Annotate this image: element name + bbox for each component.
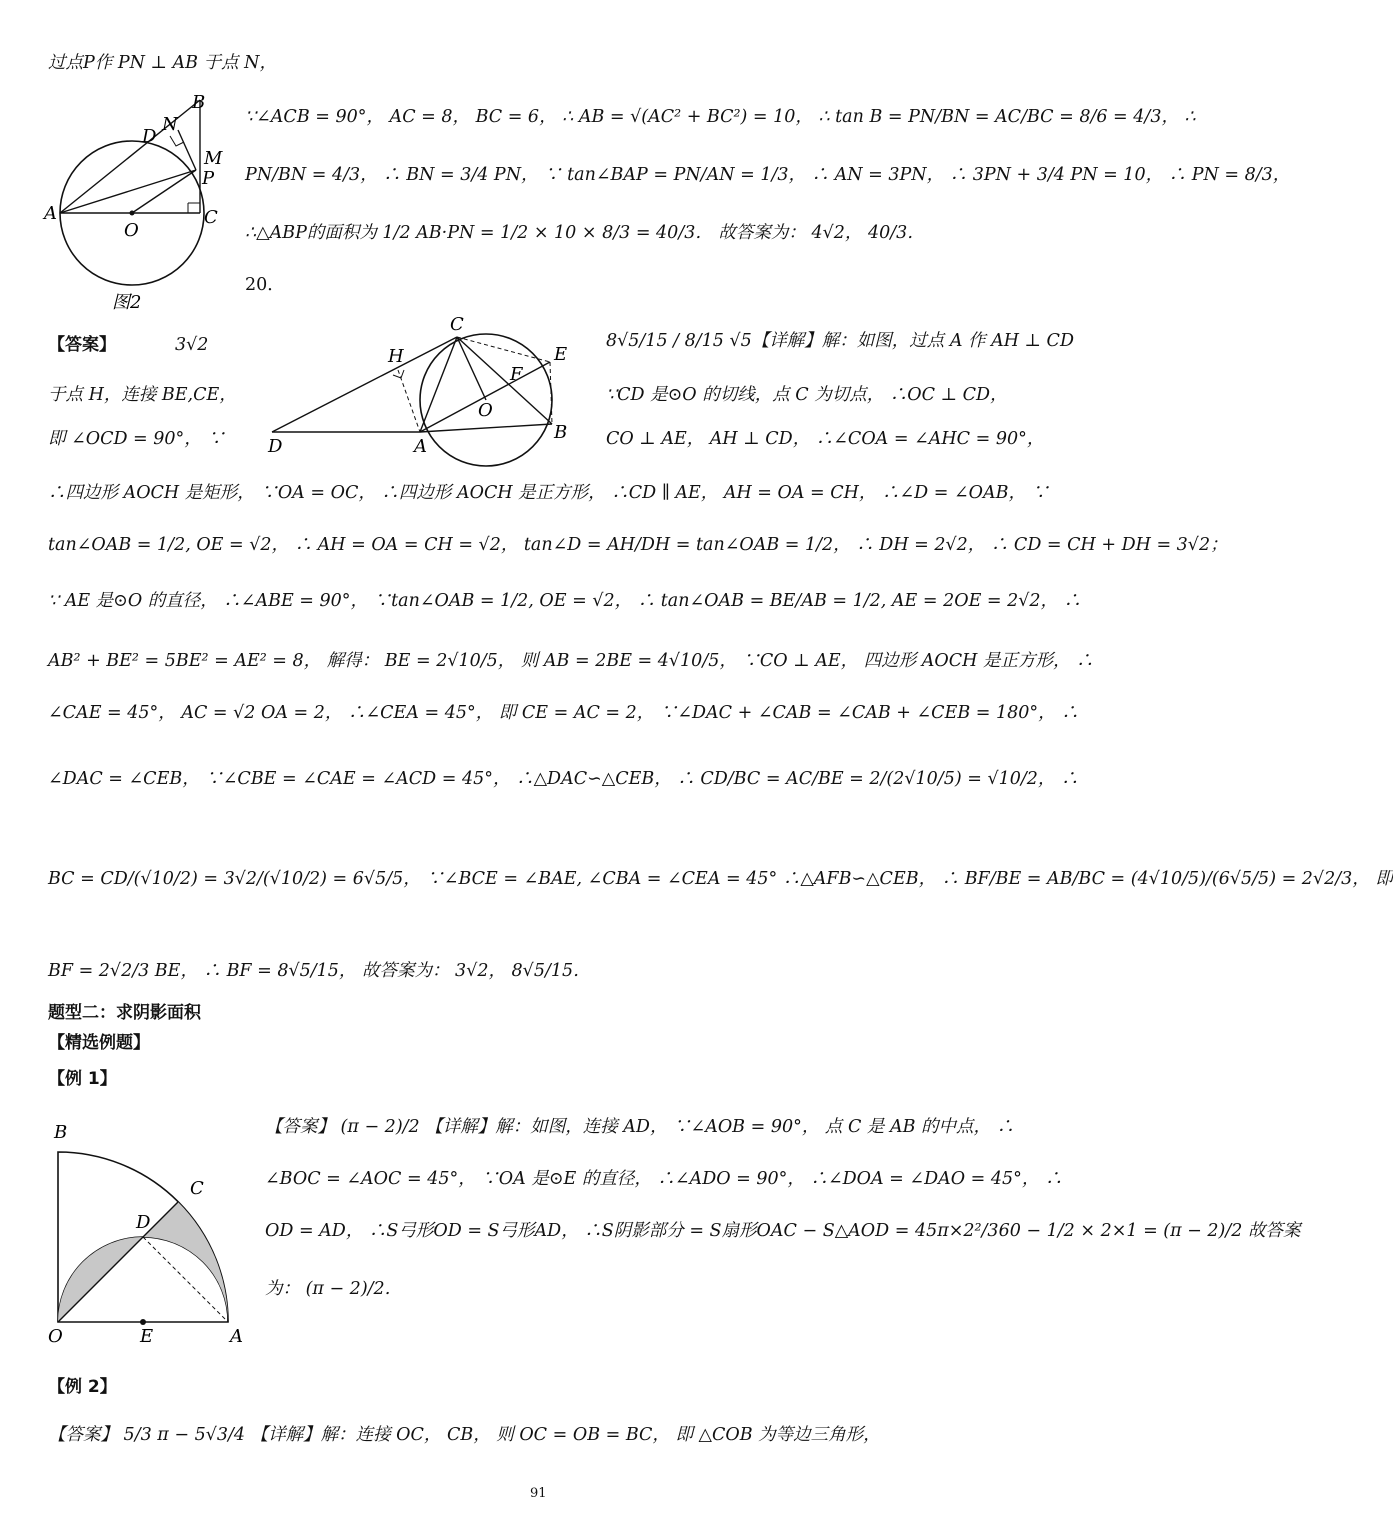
q20-answer-value: 3√2 xyxy=(175,335,209,355)
figure-q20 xyxy=(262,312,592,472)
q20-right-3: CO ⊥ AE， AH ⊥ CD， ∴∠COA = ∠AHC = 90°， xyxy=(606,429,1045,449)
page-number: 91 xyxy=(530,1486,547,1501)
type2-heading: 题型二：求阴影面积 xyxy=(48,1003,201,1023)
ex1-label-b: B xyxy=(54,1122,68,1143)
ex1-label-o: O xyxy=(48,1326,63,1347)
q20-label-e: E xyxy=(554,344,568,365)
ex1-line-4: 为： (π − 2)/2． xyxy=(265,1279,403,1299)
fig2-label-a: A xyxy=(44,203,57,224)
ex1-line-1: 【答案】 (π − 2)/2 【详解】解：如图，连接 AD， ∵∠AOB = 90°， 点 C 是 AB 的中点， ∴ xyxy=(265,1117,1015,1137)
q20-label-a: A xyxy=(414,436,427,457)
sol19-line-1: ∵∠ACB = 90°， AC = 8， BC = 6， ∴ AB = √(AC² + BC²) = 10， ∴ tan B = PN/BN = AC/BC = 8/6 = 4/3， ∴ xyxy=(245,107,1196,127)
figure-2 xyxy=(30,88,240,318)
ex1-label-e: E xyxy=(140,1326,154,1347)
q20-line-2: tan∠OAB = 1/2, OE = √2， ∴ AH = OA = CH = √2， tan∠D = AH/DH = tan∠OAB = 1/2， ∴ DH = 2√2， ∴ CD = CH + DH = 3√2； xyxy=(48,535,1228,555)
q20-line-3: ∵ AE 是⊙O 的直径， ∴∠ABE = 90°， ∵tan∠OAB = 1/2, OE = √2， ∴ tan∠OAB = BE/AB = 1/2, AE = 2OE = 2√2， ∴ xyxy=(48,591,1082,611)
ex1-heading: 【例 1】 xyxy=(48,1069,117,1089)
selected-heading: 【精选例题】 xyxy=(48,1033,150,1053)
ex2-line: 【答案】 5/3 π − 5√3/4 【详解】解：连接 OC， CB， 则 OC = OB = BC， 即 △COB 为等边三角形， xyxy=(48,1425,881,1445)
q20-label-d: D xyxy=(268,436,283,457)
fig2-label-b: B xyxy=(192,92,206,113)
q20-label-b: B xyxy=(554,422,568,443)
ex1-label-a: A xyxy=(230,1326,243,1347)
q20-number: 20． xyxy=(245,275,285,295)
ex1-line-2: ∠BOC = ∠AOC = 45°， ∵OA 是⊙E 的直径， ∴∠ADO = 90°， ∴∠DOA = ∠DAO = 45°， ∴ xyxy=(265,1169,1063,1189)
q20-line-4: AB² + BE² = 5BE² = AE² = 8， 解得： BE = 2√10/5， 则 AB = 2BE = 4√10/5， ∵CO ⊥ AE， 四边形 AOCH 是正方形， ∴ xyxy=(48,651,1094,671)
sol19-line-2: PN/BN = 4/3， ∴ BN = 3/4 PN， ∵ tan∠BAP = PN/AN = 1/3， ∴ AN = 3PN， ∴ 3PN + 3/4 PN = 10， ∴ PN = 8/3， xyxy=(245,165,1291,185)
intro-line: 过点P作 PN ⊥ AB 于点 N， xyxy=(48,53,277,73)
q20-line-5: ∠CAE = 45°， AC = √2 OA = 2， ∴∠CEA = 45°， 即 CE = AC = 2， ∵∠DAC + ∠CAB = ∠CAB + ∠CEB = 180°， ∴ xyxy=(48,703,1079,723)
q20-label-o: O xyxy=(478,400,493,421)
sol19-line-3: ∴△ABP的面积为 1/2 AB·PN = 1/2 × 10 × 8/3 = 40/3． 故答案为： 4√2， 40/3． xyxy=(245,223,925,243)
fig2-label-d: D xyxy=(142,126,157,147)
ex1-label-d: D xyxy=(136,1212,151,1233)
q20-line-1: ∴四边形 AOCH 是矩形， ∵OA = OC， ∴四边形 AOCH 是正方形， ∴CD ∥ AE， AH = OA = CH， ∴∠D = ∠OAB， ∵ xyxy=(48,483,1050,503)
q20-line-7: BC = CD/(√10/2) = 3√2/(√10/2) = 6√5/5， ∵∠BCE = ∠BAE, ∠CBA = ∠CEA = 45° ∴△AFB∽△CEB， ∴ BF/BE = AB/BC = (4√10/5)/(6√5/5) = 2√2/3， 即 xyxy=(48,869,1393,889)
ex2-heading: 【例 2】 xyxy=(48,1377,117,1397)
ex1-label-c: C xyxy=(190,1178,204,1199)
q20-label-h: H xyxy=(388,346,404,367)
fig2-label-o: O xyxy=(124,220,139,241)
fig2-label-c: C xyxy=(204,207,218,228)
fig2-label-m: M xyxy=(204,148,223,169)
fig2-caption: 图2 xyxy=(112,292,142,313)
fig2-label-p: P xyxy=(202,168,215,189)
q20-right-2: ∵CD 是⊙O 的切线，点 C 为切点， ∴OC ⊥ CD， xyxy=(606,385,1008,405)
q20-line-6: ∠DAC = ∠CEB， ∵∠CBE = ∠CAE = ∠ACD = 45°， ∴△DAC∽△CEB， ∴ CD/BC = AC/BE = 2/(2√10/5) = √10/2， ∴ xyxy=(48,769,1079,789)
ex1-line-3: OD = AD， ∴S弓形OD = S弓形AD， ∴S阴影部分 = S扇形OAC − S△AOD = 45π×2²/360 − 1/2 × 2×1 = (π − 2)/2 故答案 xyxy=(265,1221,1301,1241)
q20-right-1: 8√5/15 / 8/15 √5【详解】解：如图，过点 A 作 AH ⊥ CD xyxy=(606,331,1074,351)
q20-label-f: F xyxy=(510,364,523,385)
figure-ex1 xyxy=(40,1112,260,1352)
fig2-label-n: N xyxy=(162,114,178,135)
q20-answer-label: 【答案】 xyxy=(48,335,116,355)
q20-left-3: 即 ∠OCD = 90°， ∵ xyxy=(48,429,225,449)
q20-left-2: 于点 H，连接 BE,CE， xyxy=(48,385,237,405)
q20-line-8: BF = 2√2/3 BE， ∴ BF = 8√5/15， 故答案为： 3√2， 8√5/15． xyxy=(48,961,591,981)
q20-label-c: C xyxy=(450,314,464,335)
